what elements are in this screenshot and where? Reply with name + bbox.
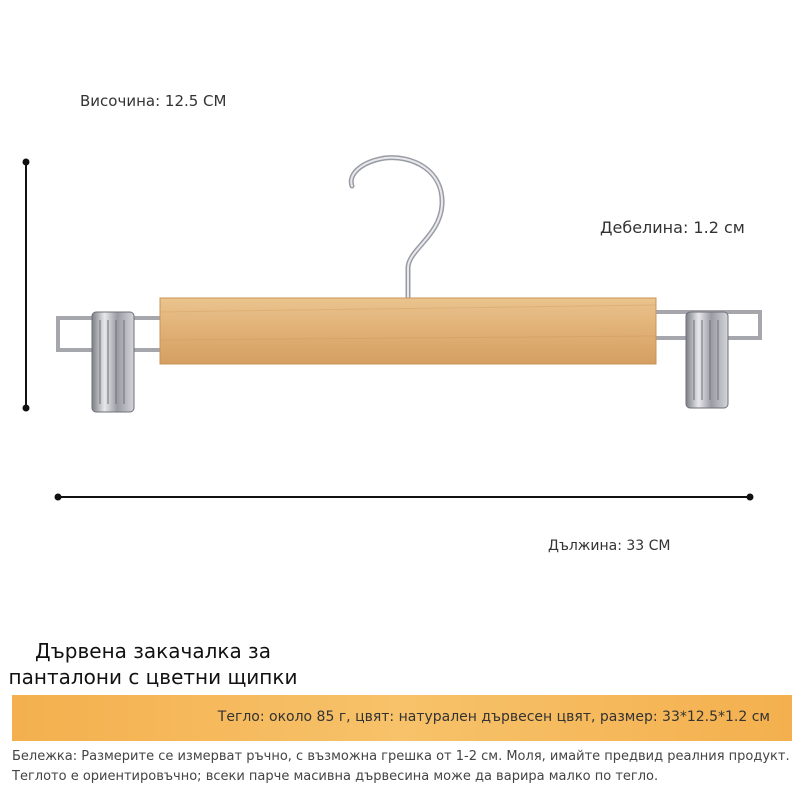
- specs-text: Тегло: около 85 г, цвят: натурален дървесен цвят, размер: 33*12.5*1.2 см: [217, 709, 770, 725]
- horizontal-dimension-line: [55, 494, 754, 501]
- length-label: Дължина: 33 CM: [548, 538, 671, 554]
- thickness-label: Дебелина: 1.2 см: [600, 218, 745, 237]
- product-title-line-2: панталони с цветни щипки: [8, 665, 298, 689]
- right-clip-icon: [686, 312, 728, 408]
- product-title-line-1: Дървена закачалка за: [35, 639, 271, 663]
- note-text: Бележка: Размерите се измерват ръчно, с възможна грешка от 1-2 см. Моля, имайте предвид реалния продукт. Теглото е ориентировъчно; всеки парче масивна дървесина може да варира малко по тегло.: [12, 749, 790, 784]
- specs-banner: [12, 695, 792, 741]
- height-label: Височина: 12.5 CM: [80, 92, 227, 110]
- vertical-dimension-line: [23, 159, 30, 412]
- left-clip-icon: [92, 312, 134, 412]
- hook-icon: [351, 158, 442, 300]
- product-title: [0, 638, 318, 690]
- wooden-bar: [160, 298, 656, 364]
